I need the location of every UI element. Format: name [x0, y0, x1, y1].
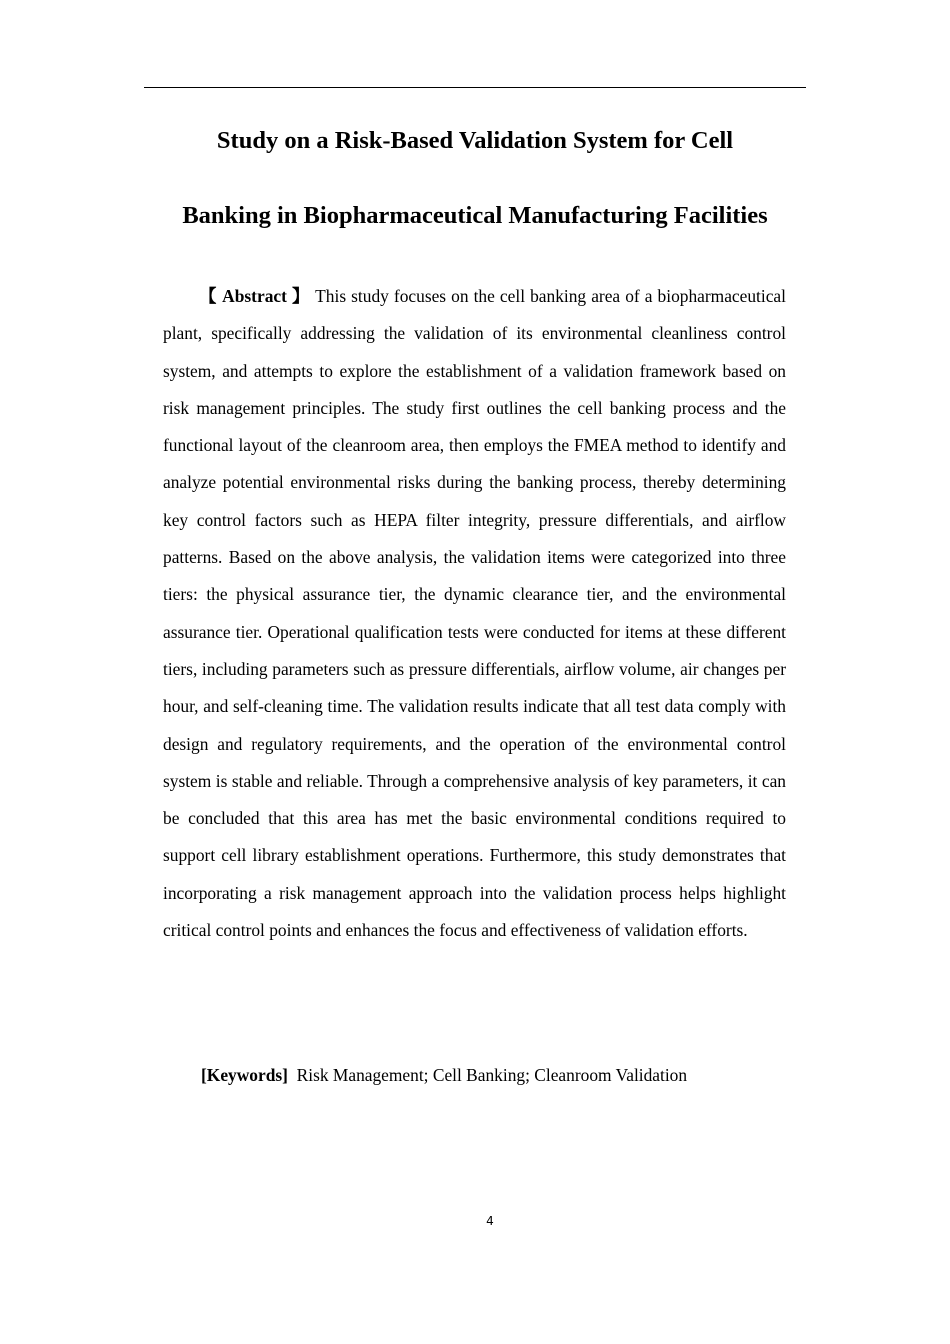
abstract-label: 【 Abstract 】 [199, 286, 311, 306]
keywords-text: Risk Management; Cell Banking; Cleanroom Validation [296, 1065, 688, 1085]
abstract-paragraph [163, 278, 786, 949]
title-line-2: Banking in Biopharmaceutical Manufacturing Facilities [182, 202, 768, 229]
keywords-label: [Keywords] [201, 1065, 288, 1085]
page-number: 4 [486, 1214, 494, 1228]
keywords-line [163, 1061, 786, 1089]
header-rule [144, 87, 806, 88]
abstract-text: This study focuses on the cell banking area of a biopharmaceutical plant, specifically addressing the validation of its environmental cleanliness control system, and attempts to explore the establishment of a validation framework based on risk management principles. The study first outlines the cell banking process and the functional layout of the cleanroom area, then employs the FMEA method to identify and analyze potential environmental risks during the banking process, thereby determining key control factors such as HEPA filter integrity, pressure differentials, and airflow patterns. Based on the above analysis, the validation items were categorized into three tiers: the physical assurance tier, the dynamic clearance tier, and the environmental assurance tier. Operational qualification tests were conducted for items at these different tiers, including parameters such as pressure differentials, airflow volume, air changes per hour, and self-cleaning time. The validation results indicate that all test data comply with design and regulatory requirements, and the operation of the environmental control system is stable and reliable. Through a comprehensive analysis of key parameters, it can be concluded that this area has met the basic environmental conditions required to support cell library establishment operations. Furthermore, this study demonstrates that incorporating a risk management approach into the validation process helps highlight critical control points and enhances the focus and effectiveness of validation efforts. [163, 286, 786, 941]
title-line-1: Study on a Risk-Based Validation System for Cell [216, 127, 734, 154]
